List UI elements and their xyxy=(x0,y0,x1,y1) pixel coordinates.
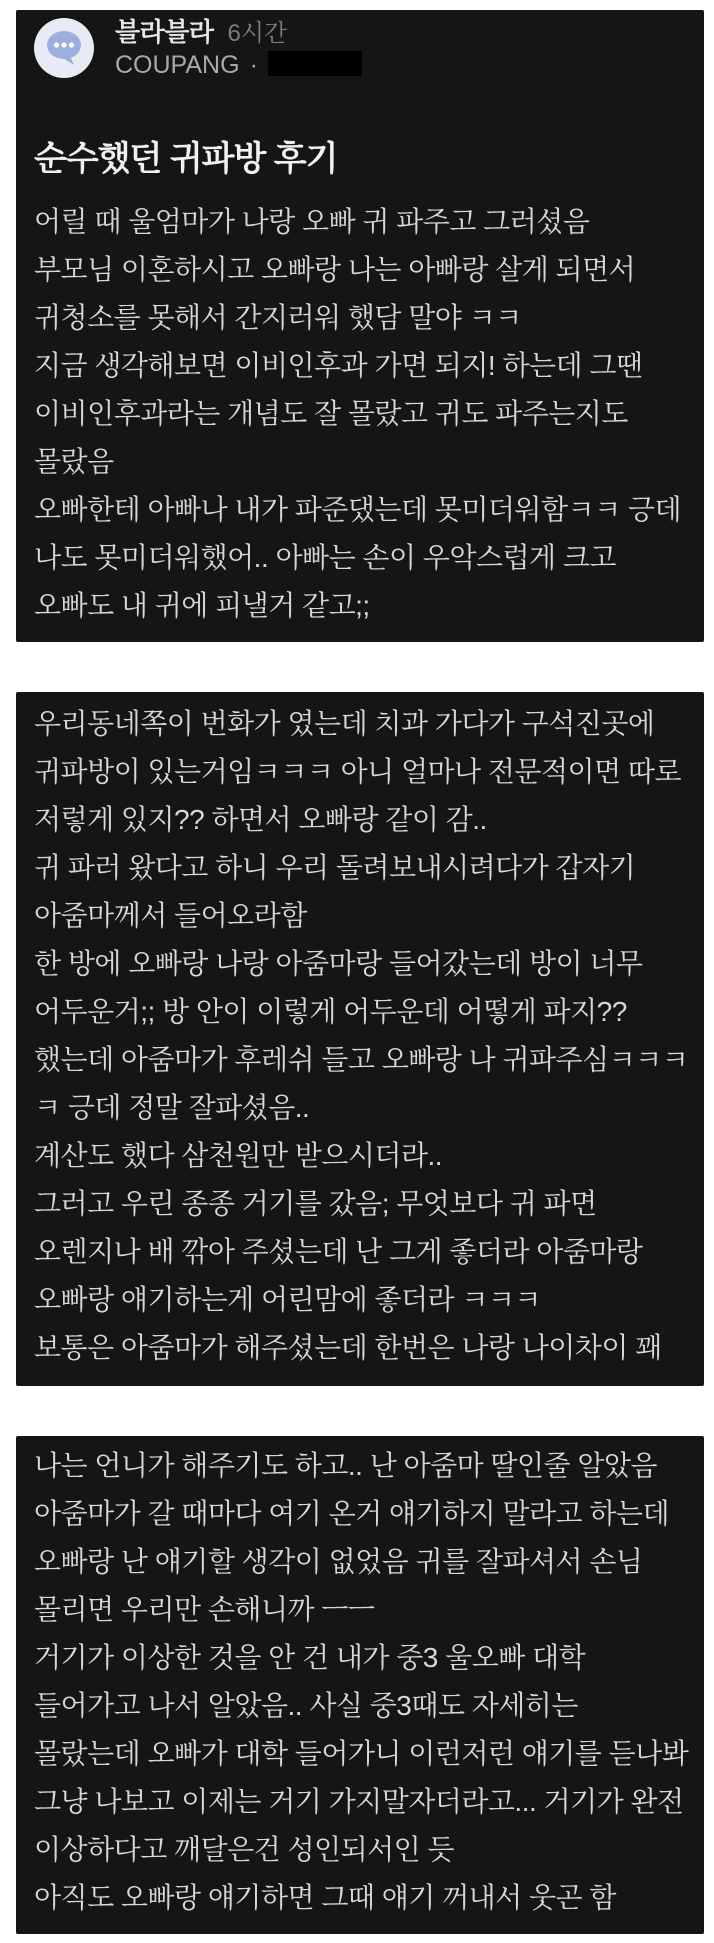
post-text-line: 했는데 아줌마가 후레쉬 들고 오빠랑 나 귀파주심ㅋㅋㅋ xyxy=(34,1044,689,1075)
post-text-line: 거기가 이상한 것을 안 건 내가 중3 울오빠 대학 xyxy=(34,1642,586,1673)
post-text-line: 지금 생각해보면 이비인후과 가면 되지! 하는데 그땐 xyxy=(34,350,643,381)
post-text-line: 이비인후과라는 개념도 잘 몰랐고 귀도 파주는지도 xyxy=(34,398,628,429)
post-text-line: 귀 파러 왔다고 하니 우리 돌려보내시려다가 갑자기 xyxy=(34,852,636,883)
post-text-line: 이상하다고 깨달은건 성인되서인 듯 xyxy=(34,1834,455,1865)
post-title: 순수했던 귀파방 후기 xyxy=(34,140,338,178)
post-text-line: 나도 못미더워했어.. 아빠는 손이 우악스럽게 크고 xyxy=(34,542,616,573)
chat-bubble-icon xyxy=(42,27,86,69)
post-card-part-1 xyxy=(16,10,704,642)
post-text-line: 몰리면 우리만 손해니까 ㅡㅡ xyxy=(34,1594,375,1625)
post-text-line: ㅋ 긍데 정말 잘파셨음.. xyxy=(34,1092,310,1123)
post-body-part-2 xyxy=(34,700,689,1372)
post-text-line: 아줌마가 갈 때마다 여기 온거 얘기하지 말라고 하는데 xyxy=(34,1498,670,1529)
separator-dot: · xyxy=(249,51,258,79)
post-text-line: 나는 언니가 해주기도 하고.. 난 아줌마 딸인줄 알았음 xyxy=(34,1450,658,1481)
post-text-line: 오빠랑 얘기하는게 어린맘에 좋더라 ㅋㅋㅋ xyxy=(34,1284,541,1315)
post-text-line: 몰랐음 xyxy=(34,446,114,477)
post-text-line: 오빠한테 아빠나 내가 파준댔는데 못미더워함ㅋㅋ 긍데 xyxy=(34,494,682,525)
post-body-part-3 xyxy=(34,1442,689,1922)
post-text-line: 보통은 아줌마가 해주셨는데 한번은 나랑 나이차이 꽤 xyxy=(34,1332,662,1363)
post-text-line: 아직도 오빠랑 얘기하면 그때 얘기 꺼내서 웃곤 함 xyxy=(34,1882,616,1913)
post-body-part-1 xyxy=(34,198,686,630)
post-text-line: 어릴 때 울엄마가 나랑 오빠 귀 파주고 그러셨음 xyxy=(34,206,590,237)
post-text-line: 한 방에 오빠랑 나랑 아줌마랑 들어갔는데 방이 너무 xyxy=(34,948,643,979)
post-text-line: 부모님 이혼하시고 오빠랑 나는 아빠랑 살게 되면서 xyxy=(34,254,636,285)
post-text-line: 귀파방이 있는거임ㅋㅋㅋ 아니 얼마나 전문적이면 따로 xyxy=(34,756,682,787)
post-text-line: 우리동네쪽이 번화가 였는데 치과 가다가 구석진곳에 xyxy=(34,708,655,739)
author-name[interactable]: 블라블라 xyxy=(115,17,214,47)
post-card-part-3 xyxy=(16,1436,704,1934)
post-text-line: 오렌지나 배 깎아 주셨는데 난 그게 좋더라 아줌마랑 xyxy=(34,1236,643,1267)
post-text-line: 계산도 했다 삼천원만 받으시더라.. xyxy=(34,1140,443,1171)
post-text-line: 몰랐는데 오빠가 대학 들어가니 이런저런 얘기를 듣나봐 xyxy=(34,1738,689,1769)
post-header xyxy=(34,16,686,80)
post-text-line: 어두운거;; 방 안이 이렇게 어두운데 어떻게 파지?? xyxy=(34,996,627,1027)
post-text-line: 들어가고 나서 알았음.. 사실 중3때도 자세히는 xyxy=(34,1690,578,1721)
post-text-line: 오빠랑 난 얘기할 생각이 없었음 귀를 잘파셔서 손님 xyxy=(34,1546,643,1577)
post-header-texts xyxy=(115,16,362,80)
post-text-line: 오빠도 내 귀에 피낼거 같고;; xyxy=(34,590,370,621)
blabla-avatar[interactable] xyxy=(34,18,94,78)
post-text-line: 그러고 우린 종종 거기를 갔음; 무엇보다 귀 파면 xyxy=(34,1188,597,1219)
company-name: COUPANG xyxy=(115,51,240,79)
post-text-line: 귀청소를 못해서 간지러워 했담 말야 ㅋㅋ xyxy=(34,302,522,333)
post-text-line: 그냥 나보고 이제는 거기 가지말자더라고... 거기가 완전 xyxy=(34,1786,684,1817)
post-card-part-2 xyxy=(16,692,704,1386)
post-time: 6시간 xyxy=(227,20,288,47)
redaction-box xyxy=(268,51,362,76)
post-text-line: 저렇게 있지?? 하면서 오빠랑 같이 감.. xyxy=(34,804,487,835)
post-text-line: 아줌마께서 들어오라함 xyxy=(34,900,307,931)
